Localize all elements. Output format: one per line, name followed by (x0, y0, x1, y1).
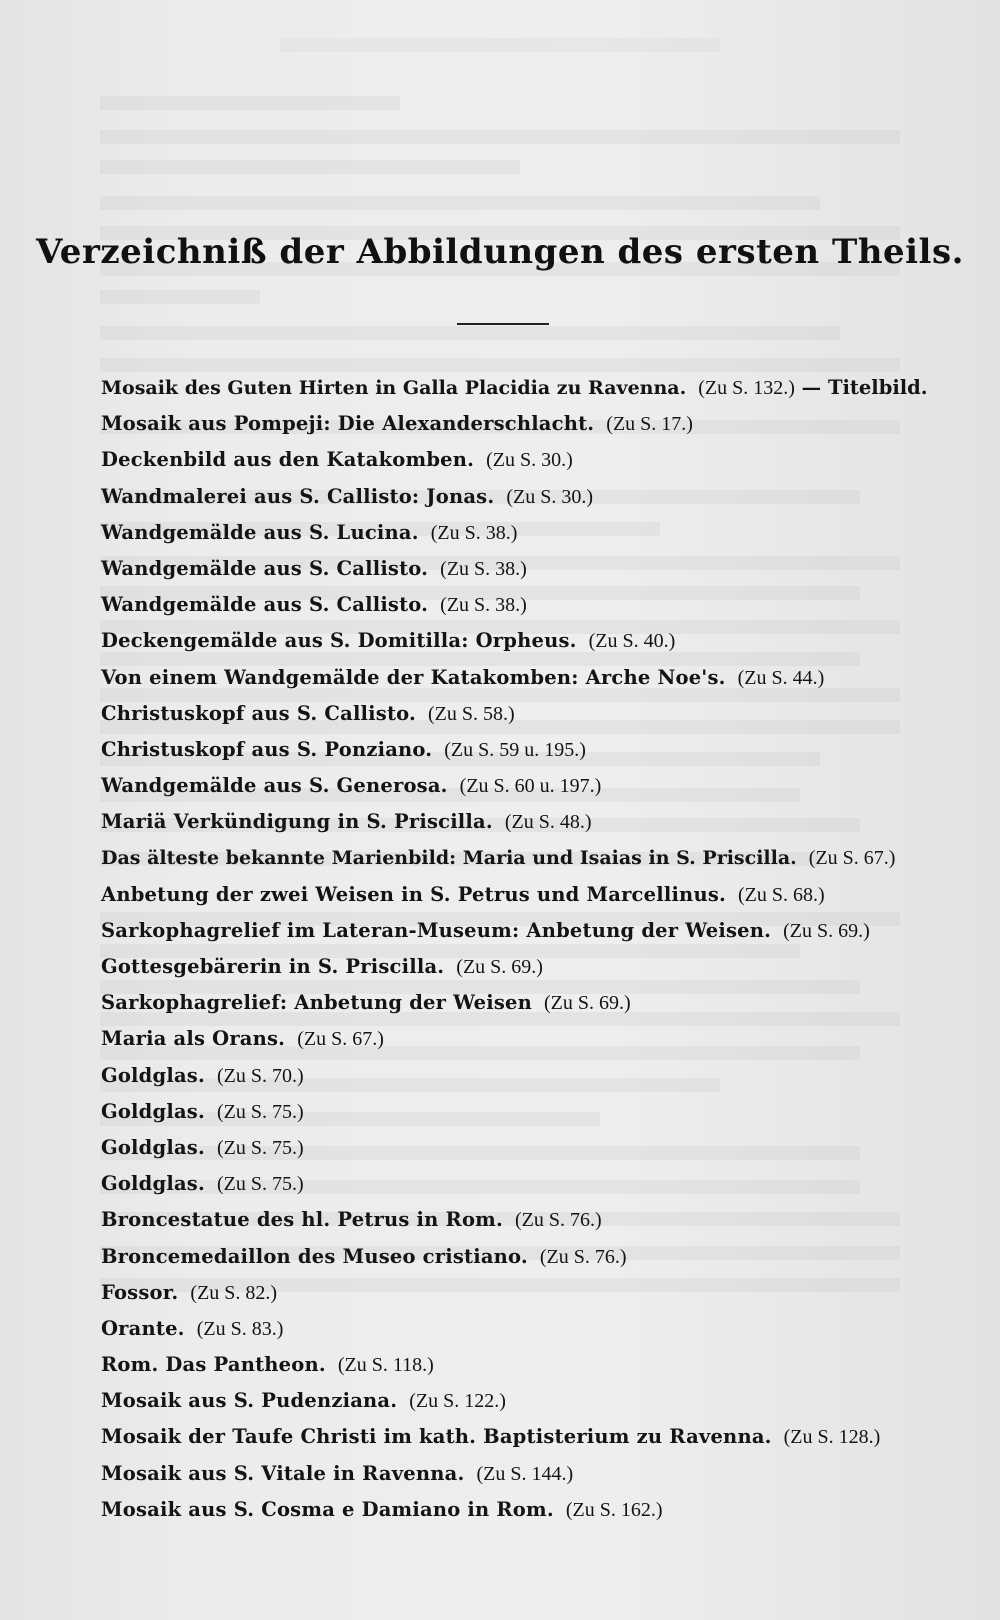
list-item (101, 1130, 961, 1166)
page-reference: (Zu S. 75.) (216, 1100, 304, 1123)
page-reference: (Zu S. 118.) (337, 1354, 434, 1377)
entry-title: Gottesgebärerin in S. Priscilla. (101, 955, 445, 978)
entry-title: Broncestatue des hl. Petrus in Rom. (101, 1208, 503, 1232)
entry-title: Deckengemälde aus S. Domitilla: Orpheus. (101, 629, 577, 653)
entry-title: Rom. Das Pantheon. (101, 1353, 326, 1377)
page-reference: (Zu S. 17.) (606, 413, 693, 436)
page-reference: (Zu S. 132.) (698, 377, 795, 399)
entry-title: Broncemedaillon des Museo cristiano. (101, 1244, 528, 1268)
list-item (101, 1021, 961, 1057)
list-item (101, 949, 961, 985)
title-divider (457, 323, 549, 325)
list-item (101, 1202, 961, 1238)
list-item (101, 1492, 961, 1528)
page-reference: (Zu S. 76.) (539, 1245, 627, 1268)
entry-title: Mosaik des Guten Hirten in Galla Placidia zu Ravenna. (101, 377, 687, 399)
page-reference: (Zu S. 75.) (216, 1136, 304, 1159)
entry-note: — Titelbild. (794, 376, 928, 399)
page-reference: (Zu S. 76.) (514, 1209, 602, 1232)
page-reference: (Zu S. 58.) (428, 702, 515, 725)
page-reference: (Zu S. 69.) (456, 956, 543, 978)
page-reference: (Zu S. 128.) (783, 1426, 881, 1449)
entry-title: Wandgemälde aus S. Callisto. (101, 593, 429, 617)
entry-title: Wandgemälde aus S. Callisto. (101, 556, 429, 580)
list-item (101, 406, 961, 442)
entry-title: Sarkophagrelief: Anbetung der Weisen (101, 991, 532, 1015)
entry-title: Orante. (101, 1316, 185, 1340)
list-item (101, 1383, 961, 1419)
page-reference: (Zu S. 69.) (783, 919, 870, 942)
page-reference: (Zu S. 59 u. 195.) (444, 738, 586, 761)
page-reference: (Zu S. 75.) (216, 1173, 304, 1196)
entry-title: Mosaik aus S. Pudenziana. (101, 1389, 398, 1413)
entry-title: Wandmalerei aus S. Callisto: Jonas. (101, 484, 495, 508)
list-item (101, 660, 961, 696)
entry-title: Maria als Orans. (101, 1027, 286, 1051)
page-reference: (Zu S. 30.) (486, 449, 573, 472)
entry-title: Fossor. (101, 1280, 179, 1304)
page-reference: (Zu S. 68.) (737, 883, 825, 906)
list-item (101, 696, 961, 732)
list-item (101, 1094, 961, 1130)
illustration-list (101, 370, 961, 1528)
list-item (101, 1275, 961, 1311)
page-reference: (Zu S. 38.) (430, 521, 518, 544)
list-item (101, 623, 961, 659)
page-reference: (Zu S. 70.) (216, 1064, 304, 1087)
list-item (101, 515, 961, 551)
entry-title: Mosaik aus S. Vitale in Ravenna. (101, 1461, 465, 1485)
page-reference: (Zu S. 69.) (544, 992, 631, 1015)
list-item (101, 551, 961, 587)
entry-title: Goldglas. (101, 1063, 205, 1087)
list-item (101, 1419, 961, 1455)
list-item (101, 370, 961, 406)
list-item (101, 1166, 961, 1202)
list-item (101, 1311, 961, 1347)
list-item (101, 877, 961, 913)
list-item (101, 1456, 961, 1492)
list-item (101, 1347, 961, 1383)
page-reference: (Zu S. 38.) (440, 557, 527, 580)
entry-title: Christuskopf aus S. Ponziano. (101, 737, 433, 761)
page-reference: (Zu S. 144.) (476, 1462, 574, 1485)
entry-title: Das älteste bekannte Marienbild: Maria und Isaias in S. Priscilla. (101, 847, 797, 870)
page-reference: (Zu S. 60 u. 197.) (459, 775, 602, 798)
page-reference: (Zu S. 83.) (196, 1317, 284, 1340)
entry-title: Mosaik der Taufe Christi im kath. Baptisterium zu Ravenna. (101, 1425, 772, 1449)
page-reference: (Zu S. 38.) (440, 594, 527, 617)
list-item (101, 479, 961, 515)
entry-title: Wandgemälde aus S. Lucina. (101, 520, 419, 544)
list-item (101, 913, 961, 949)
list-item (101, 840, 961, 876)
page-reference: (Zu S. 40.) (588, 630, 676, 653)
page-reference: (Zu S. 44.) (737, 666, 825, 689)
page-reference: (Zu S. 48.) (504, 811, 592, 834)
list-item (101, 587, 961, 623)
list-item (101, 1239, 961, 1275)
entry-title: Goldglas. (101, 1099, 205, 1123)
entry-title: Sarkophagrelief im Lateran-Museum: Anbetung der Weisen. (101, 918, 772, 942)
page-reference: (Zu S. 67.) (808, 847, 896, 870)
entry-title: Von einem Wandgemälde der Katakomben: Arche Noe's. (101, 665, 726, 689)
list-item (101, 442, 961, 478)
entry-title: Mosaik aus S. Cosma e Damiano in Rom. (101, 1497, 554, 1521)
entry-title: Christuskopf aus S. Callisto. (101, 701, 417, 725)
entry-title: Goldglas. (101, 1135, 205, 1159)
page-reference: (Zu S. 162.) (565, 1498, 663, 1521)
page-reference: (Zu S. 67.) (297, 1028, 384, 1051)
entry-title: Deckenbild aus den Katakomben. (101, 448, 475, 472)
page-reference: (Zu S. 82.) (190, 1281, 278, 1304)
entry-title: Mosaik aus Pompeji: Die Alexanderschlacht. (101, 412, 595, 436)
entry-title: Wandgemälde aus S. Generosa. (101, 774, 448, 798)
list-item (101, 985, 961, 1021)
list-item (101, 804, 961, 840)
page-reference: (Zu S. 122.) (409, 1390, 506, 1413)
entry-title: Goldglas. (101, 1172, 205, 1196)
list-item (101, 768, 961, 804)
list-item (101, 1058, 961, 1094)
list-item (101, 732, 961, 768)
page-reference: (Zu S. 30.) (506, 485, 593, 508)
entry-title: Mariä Verkündigung in S. Priscilla. (101, 810, 493, 834)
entry-title: Anbetung der zwei Weisen in S. Petrus und Marcellinus. (101, 882, 726, 906)
page-title: Verzeichniß der Abbildungen des ersten Theils. (36, 232, 964, 272)
